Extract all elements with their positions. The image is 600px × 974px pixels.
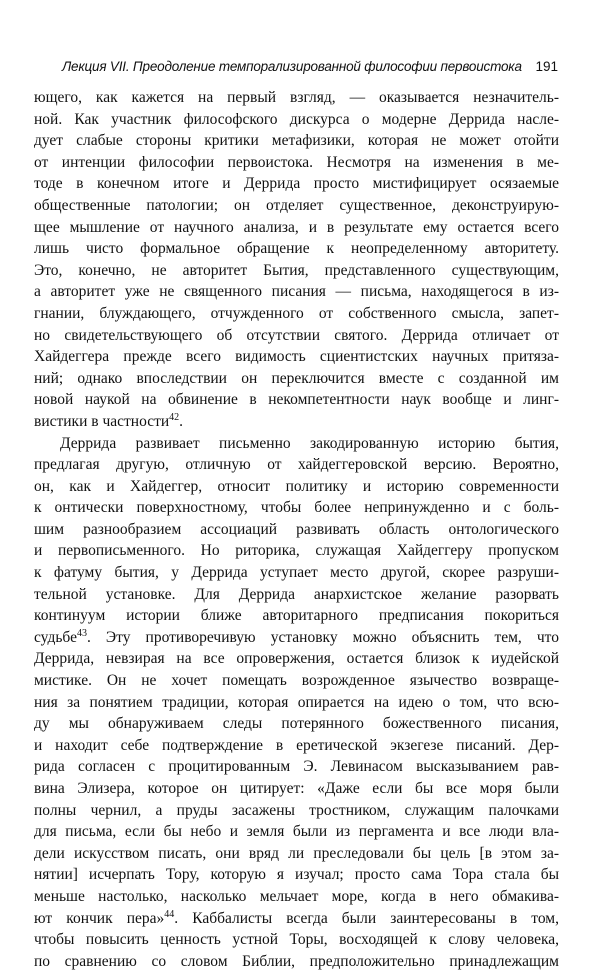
text-line: Хайдеггера прежде всего видимость сциентистских научных притяза- [34,348,559,366]
text-line: континуум истории ближе авторитарного предписания покориться [34,607,559,625]
text-line: Деррида развивает письменно закодированную историю бытия, [60,434,559,452]
text-line: новой наукой на обвинение в некомпетентности наук вообще и линг- [34,391,559,409]
text-fragment: . Каббалисты всегда были заинтересованы в том, [174,909,559,927]
running-title: Лекция VII. Преодоление темпорализированной философии первоистока [62,59,522,74]
text-line: гнании, блуждающего, отчужденного от собственного смысла, запет- [34,304,559,322]
text-line: ной. Как участник философского дискурса о модерне Деррида насле- [34,110,559,128]
text-line [34,411,559,433]
text-line: от интенции философии первоистока. Несмотря на изменения в ме- [34,153,559,171]
text-line: к онтически поверхностному, чтобы более непринужденно и с боль- [34,499,559,517]
text-line: по сравнению со словом Библии, предположительно принадлежащим [34,952,559,970]
text-fragment: судьбе [34,628,77,646]
text-line: лишь чисто формальное обращение к неопределенному авторитету. [34,240,559,258]
text-line: к фатуму бытия, у Деррида уступает место другой, скорее разруши- [34,564,559,582]
text-line: тоде в конечном итоге и Деррида просто мистифицирует осязаемые [34,175,559,193]
text-line: нятии] исчерпать Тору, которую я изучал; просто сама Тора стала бы [34,866,559,884]
footnote-ref: 42 [169,411,180,423]
text-line: он, как и Хайдеггер, относит политику и историю современности [34,477,559,495]
text-line [34,908,559,930]
text-line [34,627,559,649]
text-line: шим разнообразием ассоциаций развивать область онтологического [34,520,559,538]
text-line: общественные патологии; он отделяет существенное, деконструирую- [34,196,559,214]
text-line: ний; однако впоследствии он переключится вместе с созданной им [34,369,559,387]
text-line: мистике. Он не хочет помещать возрожденное язычество возвраще- [34,672,559,690]
text-line: ющего, как кажется на первый взгляд, — оказывается незначитель- [34,89,559,106]
text-line: чтобы повысить ценность устной Торы, восходящей к слову человека, [34,931,559,949]
page-number: 191 [535,59,558,74]
text-line: но свидетельствующего об отсутствии святого. Деррида отличает от [34,326,559,344]
text-line: и находит себе подтверждение в еретической экзегезе писаний. Дер- [34,736,559,754]
text-line: Это, конечно, не авторитет Бытия, представленного существующим, [34,261,559,279]
text-fragment: вистики в частности [34,412,170,430]
paragraph-2 [34,433,559,973]
text-line: меньше настолько, насколько мельчает море, когда в него обмакива- [34,887,559,905]
text-line: дует слабые стороны критики метафизики, которая не может отойти [34,132,559,150]
text-line: Деррида, невзирая на все опровержения, остается близок к иудейской [34,650,559,668]
text-line: вина Элизера, которое он цитирует: «Даже если бы все моря были [34,780,559,797]
text-line: тельной установке. Для Деррида анархистское желание разорвать [34,585,559,603]
text-line: ду мы обнаруживаем следы потерянного божественного писания, [34,715,559,733]
text-line: щее мышление от научного анализа, и в результате ему остается всего [34,218,559,236]
text-line: и первописьменного. Но риторика, служащая Хайдеггеру пропуском [34,542,559,560]
paragraph-1 [34,87,559,433]
text-line: для письма, если бы небо и земля были из пергамента и все люди вла- [34,823,559,841]
text-line: полны чернил, а пруды засажены тростником, служащим палочками [34,801,559,819]
text-line: предлагая другую, отличную от хайдеггеровской версию. Вероятно, [34,456,559,474]
text-line: ния за понятием традиции, которая опирается на идею о том, что всю- [34,693,559,711]
period: . [179,412,184,430]
footnote-ref: 44 [164,908,175,920]
text-line: дели искусством писать, они вряд ли преследовали бы цель [в этом за- [34,844,559,862]
text-line: рида согласен с процитированным Э. Левинасом высказыванием рав- [34,758,559,776]
text-fragment: ют кончик пера» [34,909,165,927]
text-line: а авторитет уже не священного писания — письма, находящегося в из- [34,283,559,301]
running-header [62,58,558,76]
text-fragment: . Эту противоречивую установку можно объяснить тем, что [86,628,559,646]
body-text [34,87,559,972]
footnote-ref: 43 [76,627,87,639]
